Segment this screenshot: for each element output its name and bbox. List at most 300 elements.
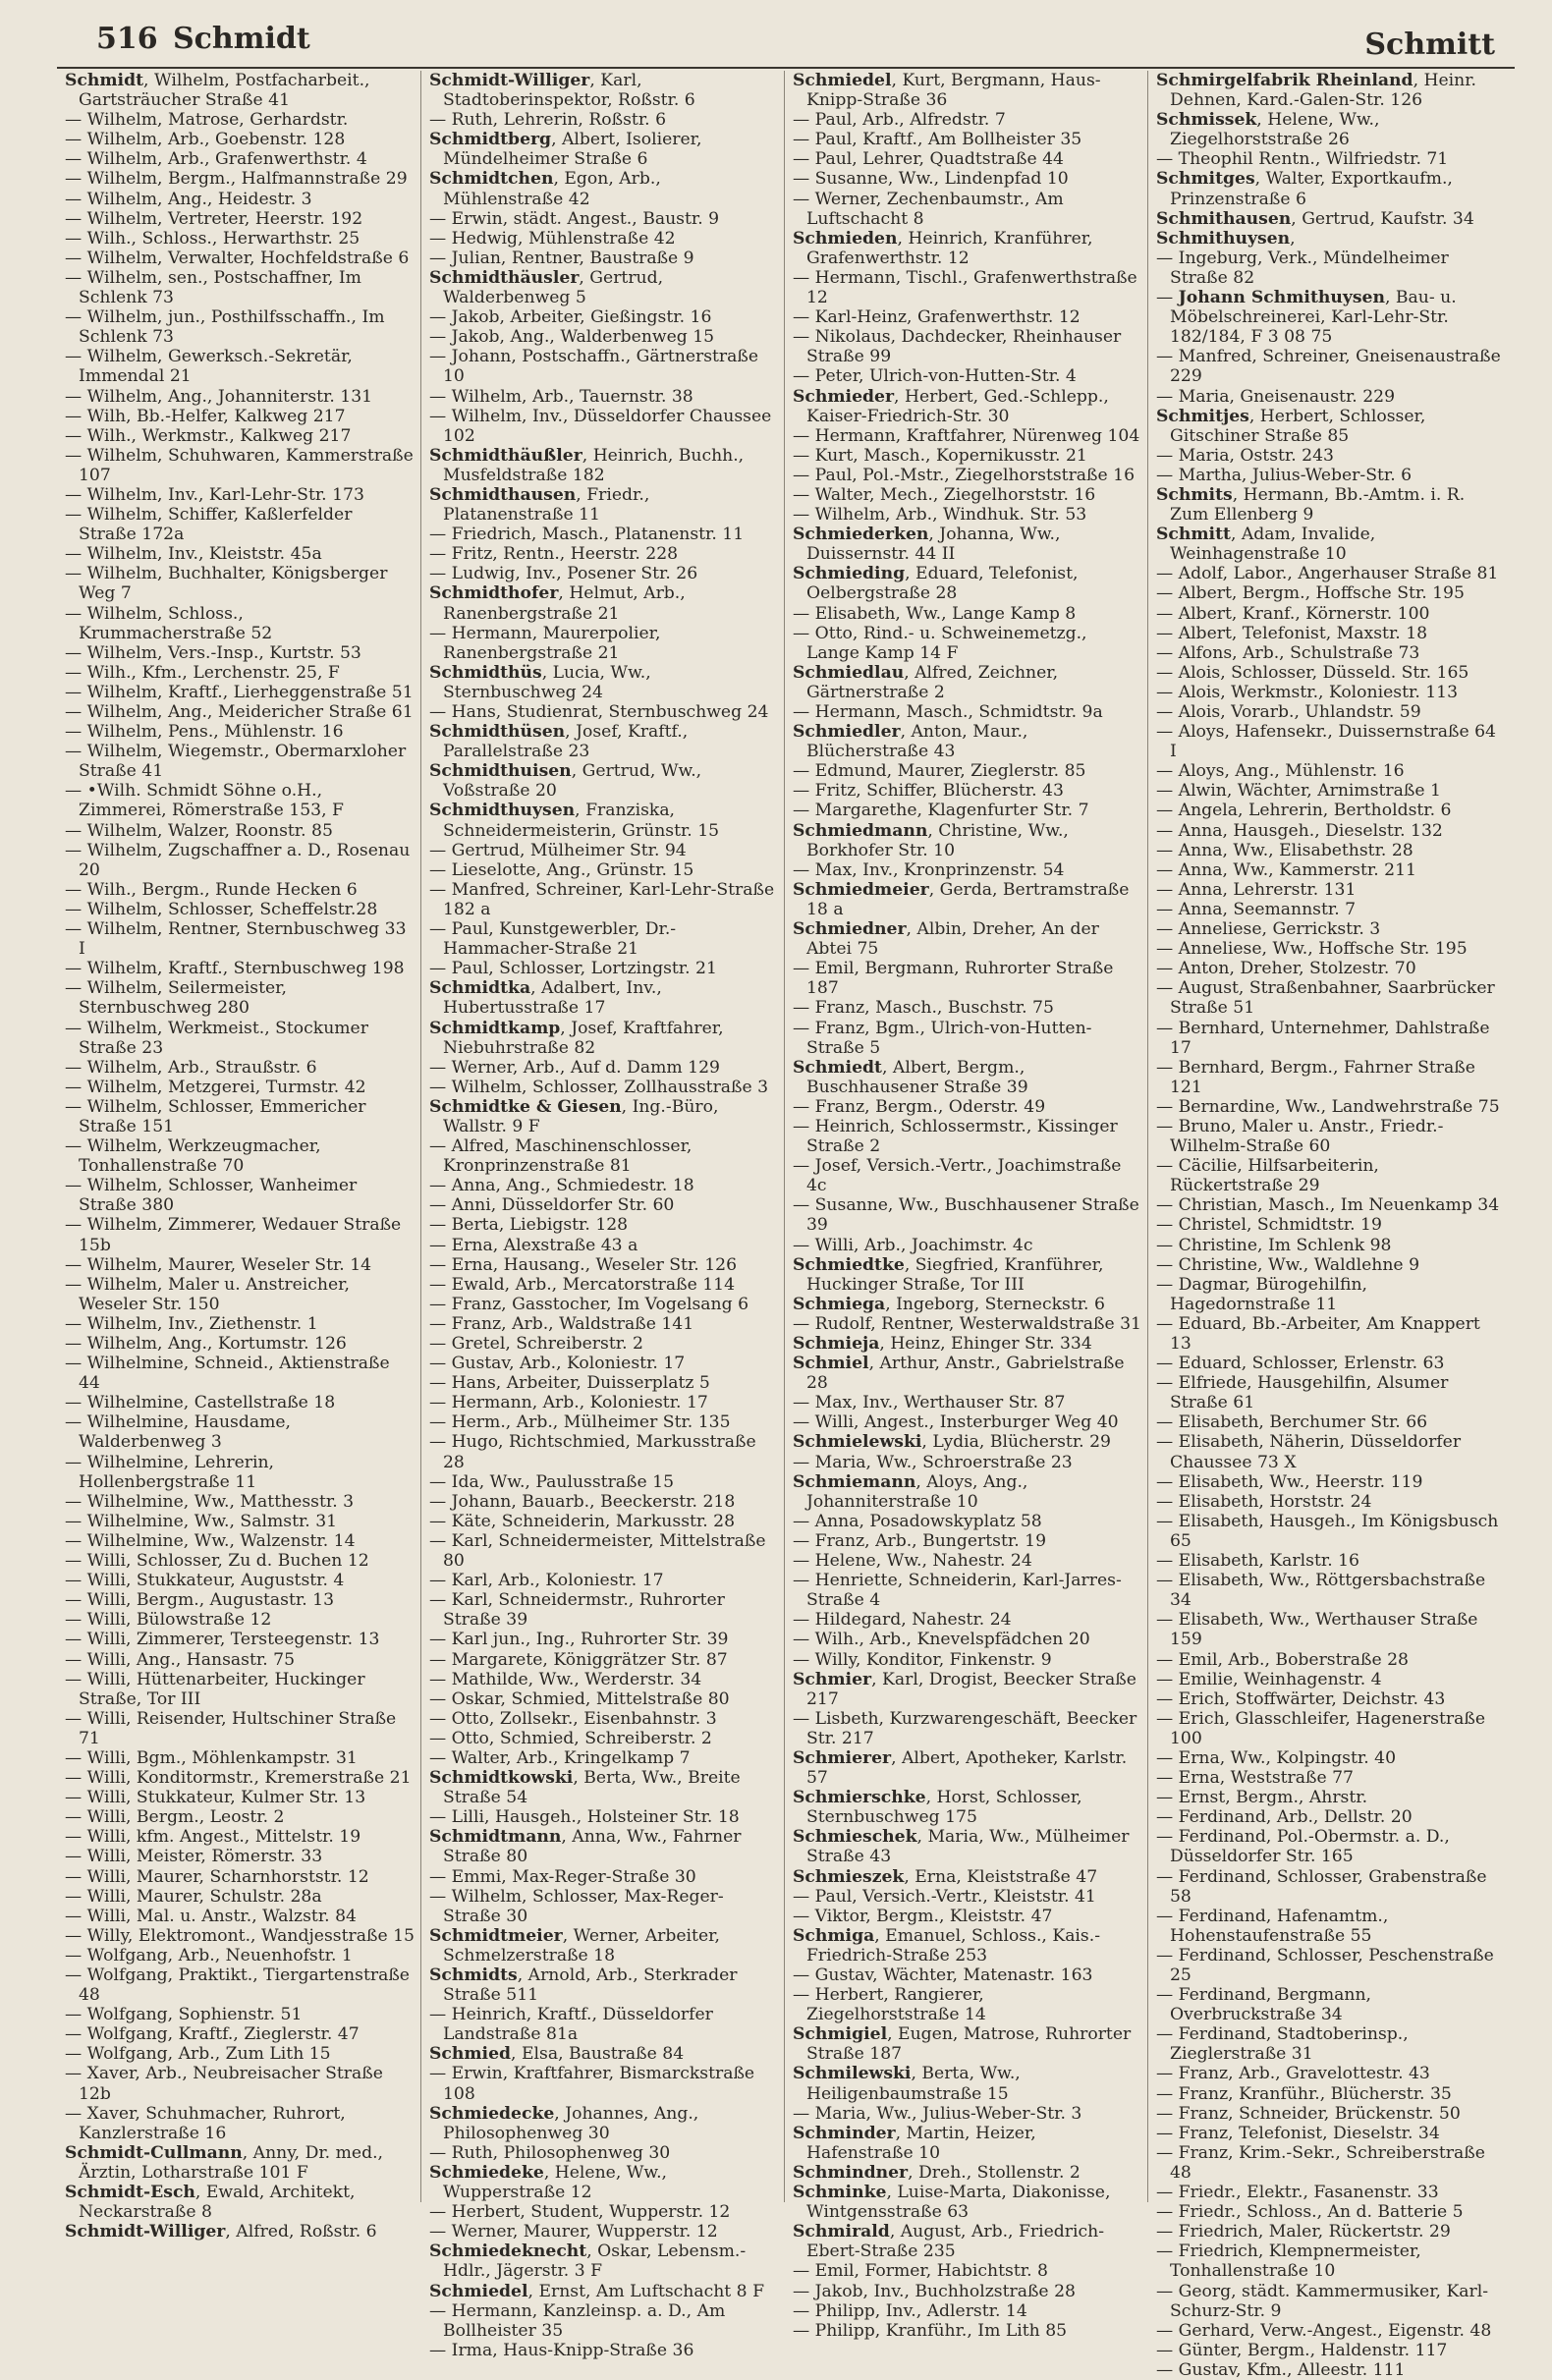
column-1	[57, 71, 420, 2242]
directory-entry: — Willi, Bergm., Leostr. 2	[65, 1807, 285, 1828]
directory-entry: — Wilhelm, Matrose, Gerhardstr.	[65, 110, 349, 131]
directory-entry: — Lieselotte, Ang., Grünstr. 15	[429, 859, 694, 880]
directory-entry: — Paul, Lehrer, Quadtstraße 44	[793, 149, 1064, 170]
directory-entry: Schmilewski, Berta, Ww., Heiligenbaumstraße 15	[793, 2064, 1026, 2104]
directory-entry: Schmits, Hermann, Bb.-Amtm. i. R. Zum Ellenberg 9	[1156, 484, 1470, 526]
directory-entry: — Wolfgang, Sophienstr. 51	[65, 2005, 303, 2025]
directory-entry: Schmiedt, Albert, Bergm., Buschhausener Straße 39	[793, 1057, 1030, 1097]
directory-entry: Schmidts, Arnold, Arb., Sterkrader Straße 511	[429, 1965, 743, 2006]
directory-entry: — Heinrich, Schlossermstr., Kissinger Straße 2	[793, 1116, 1124, 1157]
directory-entry: — Wilhelm, Walzer, Roonstr. 85	[65, 820, 333, 841]
directory-entry: — Wilhelm, jun., Posthilfsschaffn., Im Schlenk 73	[65, 307, 391, 348]
directory-entry: Schmieja, Heinz, Ehinger Str. 334	[793, 1334, 1092, 1354]
directory-entry: Schmidt-Williger, Karl, Stadtoberinspektor, Roßstr. 6	[429, 71, 695, 111]
directory-entry: — Wolfgang, Kraftf., Zieglerstr. 47	[65, 2024, 360, 2045]
directory-entry: Schmiedel, Kurt, Bergmann, Haus-Knipp-Straße 36	[793, 71, 1101, 111]
directory-entry: — Manfred, Schreiner, Gneisenaustraße 229	[1156, 347, 1507, 387]
directory-entry: Schmithausen, Gertrud, Kaufstr. 34	[1156, 208, 1474, 229]
directory-entry: — Wilhelmine, Ww., Salmstr. 31	[65, 1511, 338, 1531]
directory-entry: — Wilhelm, Schlosser, Wanheimer Straße 380	[65, 1176, 362, 1216]
page-number: 516	[96, 22, 158, 56]
directory-entry: Schmiedner, Albin, Dreher, An der Abtei 75	[793, 919, 1105, 960]
directory-entry: Schmiedtke, Siegfried, Kranführer, Huckinger Straße, Tor III	[793, 1254, 1109, 1295]
directory-entry: — Friedrich, Klempnermeister, Tonhallenstraße 10	[1156, 2242, 1427, 2282]
directory-entry: Schmirald, August, Arb., Friedrich-Ebert-Straße 235	[793, 2222, 1105, 2262]
directory-entry: — Christel, Schmidtstr. 19	[1156, 1215, 1382, 1236]
directory-entry: — Jakob, Ang., Walderbenweg 15	[429, 327, 715, 348]
directory-entry: Schmidthofer, Helmut, Arb., Ranenbergstraße 21	[429, 583, 692, 624]
directory-entry: — Günter, Bergm., Haldenstr. 117	[1156, 2340, 1448, 2360]
directory-entry: — Willi, Meister, Römerstr. 33	[65, 1847, 323, 1867]
directory-entry: Schmiedel, Ernst, Am Luftschacht 8 F	[429, 2281, 765, 2301]
directory-entry: — Wilhelm, Arb., Straußstr. 6	[65, 1057, 317, 1078]
directory-entry: — Herm., Arb., Mülheimer Str. 135	[429, 1412, 731, 1433]
directory-entry: — Wilhelm, Ang., Kortumstr. 126	[65, 1334, 347, 1354]
directory-entry: — Heinrich, Kraftf., Düsseldorfer Landstraße 81a	[429, 2005, 719, 2045]
directory-entry: — Alois, Schlosser, Düsseld. Str. 165	[1156, 662, 1469, 683]
directory-entry: — Hans, Arbeiter, Duisserplatz 5	[429, 1373, 710, 1394]
directory-entry: — Manfred, Schreiner, Karl-Lehr-Straße 182 a	[429, 879, 780, 919]
directory-entry: — Alwin, Wächter, Arnimstraße 1	[1156, 781, 1441, 802]
directory-entry: — Willi, Stukkateur, Auguststr. 4	[65, 1571, 345, 1591]
directory-entry: — Franz, Bgm., Ulrich-von-Hutten-Straße 5	[793, 1018, 1092, 1058]
directory-entry: — Margarethe, Klagenfurter Str. 7	[793, 801, 1089, 821]
directory-entry: — Ferdinand, Schlosser, Grabenstraße 58	[1156, 1866, 1492, 1907]
directory-entry: — Franz, Bergm., Oderstr. 49	[793, 1096, 1046, 1117]
directory-entry: Schmidtkamp, Josef, Kraftfahrer, Niebuhrstraße 82	[429, 1018, 730, 1058]
directory-entry: — Elisabeth, Ww., Heerstr. 119	[1156, 1471, 1423, 1492]
directory-entry: — Wilh., Bergm., Runde Hecken 6	[65, 879, 358, 900]
directory-entry: — Willi, Maurer, Scharnhorststr. 12	[65, 1866, 369, 1887]
directory-entry: — Helene, Ww., Nahestr. 24	[793, 1551, 1032, 1572]
directory-entry: — Ewald, Arb., Mercatorstraße 114	[429, 1274, 736, 1295]
directory-entry: — Wilh., Arb., Knevelspfädchen 20	[793, 1630, 1090, 1650]
directory-entry: — Wilhelmine, Castellstraße 18	[65, 1393, 336, 1413]
directory-entry: Schmiega, Ingeborg, Sterneckstr. 6	[793, 1294, 1105, 1314]
directory-entry: — Xaver, Schuhmacher, Ruhrort, Kanzlerstraße 16	[65, 2103, 352, 2143]
directory-entry: — Paul, Versich.-Vertr., Kleiststr. 41	[793, 1886, 1096, 1907]
directory-entry: — Willi, Hüttenarbeiter, Huckinger Straße, Tor III	[65, 1669, 371, 1709]
directory-entry: — Emil, Arb., Boberstraße 28	[1156, 1649, 1409, 1670]
directory-entry: Schmidt-Esch, Ewald, Architekt, Neckarstraße 8	[65, 2183, 360, 2223]
directory-entry: — Erwin, Kraftfahrer, Bismarckstraße 108	[429, 2064, 760, 2104]
directory-entry: — Franz, Schneider, Brückenstr. 50	[1156, 2103, 1461, 2124]
directory-entry: — Paul, Arb., Alfredstr. 7	[793, 110, 1006, 131]
directory-entry: Schmiedlau, Alfred, Zeichner, Gärtnerstraße 2	[793, 662, 1064, 702]
directory-entry: — Hermann, Maurerpolier, Ranenbergstraße 21	[429, 623, 666, 663]
directory-entry: — Erwin, städt. Angest., Baustr. 9	[429, 208, 720, 229]
directory-entry: Schmidthüsen, Josef, Kraftf., Parallelstraße 23	[429, 722, 693, 762]
directory-entry: — Wolfgang, Arb., Neuenhofstr. 1	[65, 1945, 353, 1965]
directory-entry: — Maria, Gneisenaustr. 229	[1156, 386, 1396, 407]
directory-entry: — Ruth, Philosophenweg 30	[429, 2142, 671, 2163]
directory-entry: — Willi, Bergm., Augustastr. 13	[65, 1590, 335, 1611]
directory-entry: Schmiedecke, Johannes, Ang., Philosophenweg 30	[429, 2103, 704, 2143]
directory-entry: — Franz, Arb., Bungertstr. 19	[793, 1530, 1047, 1551]
column-3	[784, 71, 1147, 2341]
directory-entry: — Wilhelmine, Lehrerin, Hollenbergstraße 11	[65, 1452, 280, 1492]
directory-entry: — Karl, Arb., Koloniestr. 17	[429, 1571, 664, 1591]
directory-entry: — Erna, Alexstraße 43 a	[429, 1235, 638, 1255]
directory-entry: — Karl jun., Ing., Ruhrorter Str. 39	[429, 1630, 729, 1650]
directory-entry: — Theophil Rentn., Wilfriedstr. 71	[1156, 149, 1449, 170]
directory-entry: Schmidt-Cullmann, Anny, Dr. med., Ärztin, Lotharstraße 101 F	[65, 2142, 389, 2183]
directory-entry: Schmithuysen,	[1156, 228, 1296, 249]
directory-entry: — Hugo, Richtschmied, Markusstraße 28	[429, 1432, 762, 1472]
directory-entry: — Friedr., Schloss., An d. Batterie 5	[1156, 2202, 1464, 2223]
directory-entry: — Hedwig, Mühlenstraße 42	[429, 228, 676, 249]
directory-entry: — Emilie, Weinhagenstr. 4	[1156, 1669, 1382, 1689]
directory-entry: — Wilhelm, Ang., Johanniterstr. 131	[65, 386, 373, 407]
directory-entry: Schmieder, Herbert, Ged.-Schlepp., Kaiser-Friedrich-Str. 30	[793, 386, 1115, 426]
directory-entry: — Nikolaus, Dachdecker, Rheinhauser Straße 99	[793, 327, 1127, 367]
directory-entry: — Maria, Ww., Julius-Weber-Str. 3	[793, 2103, 1082, 2124]
directory-entry: — Wilhelm, Inv., Kleiststr. 45a	[65, 544, 322, 565]
directory-entry: — Anna, Seemannstr. 7	[1156, 899, 1357, 919]
directory-entry: — Willi, Bgm., Möhlenkampstr. 31	[65, 1747, 358, 1768]
directory-entry: — Jakob, Arbeiter, Gießingstr. 16	[429, 307, 712, 328]
directory-entry: — Emil, Former, Habichtstr. 8	[793, 2261, 1048, 2282]
directory-entry: — Alois, Werkmstr., Koloniestr. 113	[1156, 682, 1459, 702]
directory-entry: — Otto, Rind.- u. Schweinemetzg., Lange Kamp 14 F	[793, 623, 1092, 663]
directory-entry: — Christine, Im Schlenk 98	[1156, 1235, 1392, 1255]
directory-entry: — Franz, Masch., Buschstr. 75	[793, 998, 1054, 1019]
directory-entry: Schmierschke, Horst, Schlosser, Sternbuschweg 175	[793, 1788, 1088, 1828]
directory-entry: — Willi, Reisender, Hultschiner Straße 71	[65, 1708, 402, 1748]
directory-entry: — Hermann, Masch., Schmidtstr. 9a	[793, 702, 1103, 722]
directory-entry: — Kurt, Masch., Kopernikusstr. 21	[793, 445, 1087, 466]
directory-entry: — Walter, Mech., Ziegelhorststr. 16	[793, 484, 1096, 505]
directory-entry: — Käte, Schneiderin, Markusstr. 28	[429, 1511, 736, 1531]
directory-entry: — Willy, Elektromont., Wandjesstraße 15	[65, 1925, 415, 1946]
directory-entry: — Anneliese, Gerrickstr. 3	[1156, 919, 1381, 940]
directory-entry: — Wilhelm, Zimmerer, Wedauer Straße 15b	[65, 1215, 407, 1255]
directory-entry: — Johann, Postschaffn., Gärtnerstraße 10	[429, 347, 764, 387]
directory-entry: — Otto, Zollsekr., Eisenbahnstr. 3	[429, 1708, 717, 1729]
directory-entry: — Wilhelmine, Schneid., Aktienstraße 44	[65, 1354, 396, 1394]
directory-entry: — Werner, Arb., Auf d. Damm 129	[429, 1057, 720, 1078]
directory-entry: — Hermann, Tischl., Grafenwerthstraße 12	[793, 267, 1143, 308]
directory-entry: Schmiedmeier, Gerda, Bertramstraße 18 a	[793, 879, 1135, 919]
directory-entry: Schmielewski, Lydia, Blücherstr. 29	[793, 1432, 1111, 1453]
directory-entry: — Wilhelm, Kraftf., Lierheggenstraße 51	[65, 682, 414, 702]
directory-entry: — Adolf, Labor., Angerhauser Straße 81	[1156, 564, 1499, 584]
directory-entry: — Anna, Hausgeh., Dieselstr. 132	[1156, 820, 1443, 841]
directory-entry: — Wolfgang, Arb., Zum Lith 15	[65, 2044, 331, 2065]
directory-entry: — Wilhelm, Wiegemstr., Obermarxloher Straße 41	[65, 742, 412, 782]
directory-entry: — Friedrich, Masch., Platanenstr. 11	[429, 525, 745, 545]
directory-entry: — Wilhelm, sen., Postschaffner, Im Schlenk 73	[65, 267, 367, 308]
directory-entry: — Wilhelm, Arb., Windhuk. Str. 53	[793, 505, 1087, 526]
directory-entry: — Maria, Oststr. 243	[1156, 445, 1334, 466]
directory-entry: — Franz, Krim.-Sekr., Schreiberstraße 48	[1156, 2142, 1491, 2183]
directory-entry: Schmidthäusler, Gertrud, Walderbenweg 5	[429, 267, 669, 308]
directory-entry: — Cäcilie, Hilfsarbeiterin, Rückertstraße 29	[1156, 1156, 1385, 1196]
directory-entry: Schminke, Luise-Marta, Diakonisse, Wintgensstraße 63	[793, 2183, 1116, 2223]
directory-entry: Schmiel, Arthur, Anstr., Gabrielstraße 28	[793, 1354, 1131, 1394]
directory-entry: — Willi, Schlosser, Zu d. Buchen 12	[65, 1551, 369, 1572]
directory-entry: — Wilhelm, Maurer, Weseler Str. 14	[65, 1254, 372, 1275]
directory-entry: Schmidthüs, Lucia, Ww., Sternbuschweg 24	[429, 662, 657, 702]
directory-entry: — Elisabeth, Berchumer Str. 66	[1156, 1412, 1428, 1433]
directory-entry: — Wilhelm, Schlosser, Max-Reger-Straße 30	[429, 1886, 724, 1926]
directory-entry: — Alfred, Maschinenschlosser, Kronprinzenstraße 81	[429, 1136, 697, 1177]
directory-entry: Schmidthäußler, Heinrich, Buchh., Musfeldstraße 182	[429, 445, 749, 485]
directory-entry: — Ferdinand, Arb., Dellstr. 20	[1156, 1807, 1413, 1828]
directory-entry: — Xaver, Arb., Neubreisacher Straße 12b	[65, 2064, 389, 2104]
directory-entry: — Alois, Vorarb., Uhlandstr. 59	[1156, 702, 1421, 722]
directory-entry: — Wilhelm, Inv., Ziethenstr. 1	[65, 1313, 318, 1334]
directory-entry: — Erna, Weststraße 77	[1156, 1768, 1354, 1789]
directory-entry: Schmieszek, Erna, Kleiststraße 47	[793, 1866, 1098, 1887]
directory-entry: — Ingeburg, Verk., Mündelheimer Straße 82	[1156, 248, 1455, 288]
directory-entry: — Anton, Dreher, Stolzestr. 70	[1156, 959, 1416, 979]
directory-entry: — Friedr., Elektr., Fasanenstr. 33	[1156, 2183, 1439, 2203]
directory-entry: — Franz, Telefonist, Dieselstr. 34	[1156, 2123, 1440, 2143]
directory-entry: — Oskar, Schmied, Mittelstraße 80	[429, 1688, 730, 1709]
directory-entry: — Willi, Arb., Joachimstr. 4c	[793, 1235, 1033, 1255]
directory-entry: — Wilh., Werkmstr., Kalkweg 217	[65, 425, 352, 446]
directory-entry: — Anni, Düsseldorfer Str. 60	[429, 1195, 675, 1216]
directory-entry: — Bernhard, Bergm., Fahrner Straße 121	[1156, 1057, 1481, 1097]
directory-entry: Schmissek, Helene, Ww., Ziegelhorststraße 26	[1156, 110, 1385, 150]
directory-entry: — Wilhelm, Vers.-Insp., Kurtstr. 53	[65, 642, 361, 663]
directory-entry: — Franz, Kranführ., Blücherstr. 35	[1156, 2083, 1452, 2104]
directory-entry: — Elisabeth, Horststr. 24	[1156, 1491, 1372, 1512]
directory-entry: — Wilhelm, Zugschaffner a. D., Rosenau 20	[65, 840, 416, 880]
directory-entry: — Elisabeth, Hausgeh., Im Königsbusch 65	[1156, 1511, 1504, 1551]
directory-entry: Schmirgelfabrik Rheinland, Heinr. Dehnen, Kard.-Galen-Str. 126	[1156, 71, 1482, 111]
directory-entry: — Wilhelm, Pens., Mühlenstr. 16	[65, 722, 344, 743]
directory-entry: — Franz, Gasstocher, Im Vogelsang 6	[429, 1294, 749, 1314]
directory-entry: — Ida, Ww., Paulusstraße 15	[429, 1471, 675, 1492]
directory-entry: — Bernardine, Ww., Landwehrstraße 75	[1156, 1096, 1500, 1117]
directory-entry: Schmidt, Wilhelm, Postfacharbeit., Gartsträucher Straße 41	[65, 71, 375, 111]
directory-entry: — Wilhelm, Arb., Grafenwerthstr. 4	[65, 149, 367, 170]
directory-entry: — Elisabeth, Ww., Lange Kamp 8	[793, 603, 1077, 624]
directory-entry: — Wilh., Kfm., Lerchenstr. 25, F	[65, 662, 340, 683]
directory-entry: — Gertrud, Mülheimer Str. 94	[429, 840, 687, 860]
directory-entry: — Wilhelmine, Ww., Walzenstr. 14	[65, 1530, 356, 1551]
directory-entry: — Paul, Kunstgewerbler, Dr.-Hammacher-Straße 21	[429, 919, 677, 960]
directory-entry: — Willi, Mal. u. Anstr., Walzstr. 84	[65, 1906, 357, 1926]
directory-entry: Schmitt, Adam, Invalide, Weinhagenstraße 10	[1156, 525, 1381, 565]
directory-entry: — Philipp, Inv., Adlerstr. 14	[793, 2300, 1027, 2321]
directory-entry: — Franz, Arb., Waldstraße 141	[429, 1313, 694, 1334]
directory-entry: — Erich, Stoffwärter, Deichstr. 43	[1156, 1688, 1446, 1709]
directory-entry: — Ernst, Bergm., Ahrstr.	[1156, 1788, 1368, 1808]
directory-entry: — Lilli, Hausgeh., Holsteiner Str. 18	[429, 1807, 740, 1828]
directory-entry: Schmiedeknecht, Oskar, Lebensm.-Hdlr., Jägerstr. 3 F	[429, 2242, 747, 2282]
directory-entry: — Willi, Bülowstraße 12	[65, 1610, 272, 1631]
directory-entry: — Wilhelm, Schlosser, Zollhausstraße 3	[429, 1077, 769, 1097]
directory-entry: — Josef, Versich.-Vertr., Joachimstraße 4c	[793, 1156, 1127, 1196]
directory-entry: — Elisabeth, Karlstr. 16	[1156, 1551, 1359, 1572]
directory-entry: — Hans, Studienrat, Sternbuschweg 24	[429, 702, 769, 722]
left-guide-word: Schmidt	[173, 22, 310, 56]
directory-entry: — Ruth, Lehrerin, Roßstr. 6	[429, 110, 667, 131]
directory-entry: Schmidt-Williger, Alfred, Roßstr. 6	[65, 2222, 377, 2242]
directory-entry: — Franz, Arb., Gravelottestr. 43	[1156, 2064, 1430, 2084]
directory-entry: — Irma, Haus-Knipp-Straße 36	[429, 2340, 694, 2360]
directory-entry: — Wilhelm, Ang., Heidestr. 3	[65, 189, 312, 209]
directory-entry: — Wilhelm, Kraftf., Sternbuschweg 198	[65, 959, 405, 979]
directory-entry: — Wilhelm, Bergm., Halfmannstraße 29	[65, 169, 408, 190]
directory-entry: — Willy, Konditor, Finkenstr. 9	[793, 1649, 1052, 1670]
directory-entry: — Karl, Schneidermeister, Mittelstraße 80	[429, 1530, 771, 1572]
directory-entry: Schmitjes, Herbert, Schlosser, Gitschiner Straße 85	[1156, 406, 1431, 446]
directory-entry: — Max, Inv., Werthauser Str. 87	[793, 1393, 1066, 1413]
directory-entry: — Anna, Posadowskyplatz 58	[793, 1511, 1042, 1531]
directory-entry: — Wilhelm, Ang., Meidericher Straße 61	[65, 702, 414, 722]
directory-entry: — Albert, Kranf., Körnerstr. 100	[1156, 603, 1430, 624]
directory-entry: — Christine, Ww., Waldlehne 9	[1156, 1254, 1419, 1275]
directory-entry: Schmieden, Heinrich, Kranführer, Grafenwerthstr. 12	[793, 228, 1098, 268]
directory-entry: — Willi, Zimmerer, Tersteegenstr. 13	[65, 1630, 380, 1650]
directory-entry: — Rudolf, Rentner, Westerwaldstraße 31	[793, 1313, 1141, 1334]
directory-entry: Schmiedler, Anton, Maur., Blücherstraße 43	[793, 722, 1033, 762]
directory-entry: — Maria, Ww., Schroerstraße 23	[793, 1452, 1073, 1472]
directory-entry: Schmidtmeier, Werner, Arbeiter, Schmelzerstraße 18	[429, 1925, 726, 1965]
directory-entry: — Wilhelmine, Ww., Matthesstr. 3	[65, 1491, 355, 1512]
directory-entry: Schmidtke & Giesen, Ing.-Büro, Wallstr. 9 F	[429, 1096, 724, 1136]
directory-entry: — Ferdinand, Pol.-Obermstr. a. D., Düsseldorfer Str. 165	[1156, 1827, 1456, 1867]
directory-entry: — August, Straßenbahner, Saarbrücker Straße 51	[1156, 978, 1501, 1019]
directory-entry: — Wilhelm, Schlosser, Emmericher Straße 151	[65, 1096, 371, 1136]
directory-entry: Schmigiel, Eugen, Matrose, Ruhrorter Straße 187	[793, 2024, 1136, 2065]
page-header	[57, 14, 1515, 61]
directory-entry: — Peter, Ulrich-von-Hutten-Str. 4	[793, 366, 1077, 387]
directory-entry: — Hermann, Kraftfahrer, Nürenweg 104	[793, 425, 1140, 446]
directory-entry: — Paul, Pol.-Mstr., Ziegelhorststraße 16	[793, 465, 1136, 485]
directory-entry: — Wilhelm, Maler u. Anstreicher, Weseler Str. 150	[65, 1274, 356, 1314]
directory-entry: — Willi, kfm. Angest., Mittelstr. 19	[65, 1827, 361, 1848]
directory-entry: — Fritz, Schiffer, Blücherstr. 43	[793, 781, 1064, 802]
directory-entry: — Eduard, Schlosser, Erlenstr. 63	[1156, 1354, 1445, 1374]
directory-entry: Schmidtberg, Albert, Isolierer, Mündelheimer Straße 6	[429, 130, 707, 170]
directory-entry: — Willi, Angest., Insterburger Weg 40	[793, 1412, 1119, 1433]
directory-entry: — Albert, Bergm., Hoffsche Str. 195	[1156, 583, 1465, 604]
directory-entry: — Wilhelm, Inv., Düsseldorfer Chaussee 102	[429, 406, 777, 446]
directory-entry: Schmidthausen, Friedr., Platanenstraße 11	[429, 484, 655, 526]
directory-entry: — Edmund, Maurer, Zieglerstr. 85	[793, 761, 1086, 782]
directory-entry: — Karl-Heinz, Grafenwerthstr. 12	[793, 307, 1081, 328]
directory-entry: — Henriette, Schneiderin, Karl-Jarres-Straße 4	[793, 1571, 1122, 1611]
directory-entry: — Gustav, Arb., Koloniestr. 17	[429, 1354, 686, 1374]
directory-entry: Schmidtka, Adalbert, Inv., Hubertusstraße 17	[429, 978, 668, 1019]
directory-entry: — Christian, Masch., Im Neuenkamp 34	[1156, 1195, 1500, 1216]
directory-entry: — Emmi, Max-Reger-Straße 30	[429, 1866, 696, 1887]
directory-entry: — Erich, Glasschleifer, Hagenerstraße 100	[1156, 1708, 1491, 1748]
directory-entry: — Friedrich, Maler, Rückertstr. 29	[1156, 2222, 1451, 2242]
directory-entry: — Karl, Schneidermstr., Ruhrorter Straße 39	[429, 1590, 731, 1631]
directory-entry: — Martha, Julius-Weber-Str. 6	[1156, 465, 1413, 485]
directory-entry: — Wilhelm, Schuhwaren, Kammerstraße 107	[65, 445, 419, 485]
header-rule	[57, 67, 1515, 69]
directory-entry: — Wilhelm, Gewerksch.-Sekretär, Immendal 21	[65, 347, 359, 387]
directory-entry: — Ferdinand, Hafenamtm., Hohenstaufenstraße 55	[1156, 1906, 1394, 1946]
directory-entry: — Anneliese, Ww., Hoffsche Str. 195	[1156, 939, 1468, 960]
directory-entry: — Wilhelm, Schiffer, Kaßlerfelder Straße 172a	[65, 505, 358, 545]
directory-entry: — Erna, Hausang., Weseler Str. 126	[429, 1254, 738, 1275]
directory-entry: — Willi, Stukkateur, Kulmer Str. 13	[65, 1788, 366, 1808]
directory-entry: — Wilhelm, Verwalter, Hochfeldstraße 6	[65, 248, 410, 268]
directory-entry: — Gretel, Schreiberstr. 2	[429, 1334, 643, 1354]
directory-entry: — Fritz, Rentn., Heerstr. 228	[429, 544, 679, 565]
column-4	[1147, 71, 1511, 2380]
directory-entry: — Elisabeth, Ww., Werthauser Straße 159	[1156, 1610, 1483, 1650]
directory-entry: — Aloys, Ang., Mühlenstr. 16	[1156, 761, 1405, 782]
directory-entry: — Hildegard, Nahestr. 24	[793, 1610, 1012, 1631]
directory-entry: — Paul, Schlosser, Lortzingstr. 21	[429, 959, 717, 979]
directory-entry: — Wilhelm, Werkmeist., Stockumer Straße 23	[65, 1018, 374, 1058]
directory-entry: — Elisabeth, Ww., Röttgersbachstraße 34	[1156, 1571, 1491, 1611]
directory-entry: — Mathilde, Ww., Werderstr. 34	[429, 1669, 702, 1689]
directory-entry: — Herbert, Rangierer, Ziegelhorststraße 14	[793, 1985, 990, 2025]
directory-entry: — Max, Inv., Kronprinzenstr. 54	[793, 859, 1065, 880]
directory-entry: — Hermann, Kanzleinsp. a. D., Am Bollheister 35	[429, 2300, 731, 2341]
directory-entry: Schmindner, Dreh., Stollenstr. 2	[793, 2162, 1081, 2183]
directory-entry: Schmierer, Albert, Apotheker, Karlstr. 57	[793, 1747, 1133, 1789]
directory-entry: — Elisabeth, Näherin, Düsseldorfer Chaussee 73 X	[1156, 1432, 1467, 1472]
right-guide-word: Schmitt	[1364, 28, 1495, 62]
directory-entry: Schmier, Karl, Drogist, Beecker Straße 217	[793, 1669, 1142, 1709]
directory-entry: — Susanne, Ww., Lindenpfad 10	[793, 169, 1069, 190]
directory-entry: — Johann, Bauarb., Beeckerstr. 218	[429, 1491, 736, 1512]
directory-entry: — Viktor, Bergm., Kleiststr. 47	[793, 1906, 1053, 1926]
directory-entry: — Alfons, Arb., Schulstraße 73	[1156, 642, 1420, 663]
directory-entry: — Susanne, Ww., Buschhausener Straße 39	[793, 1195, 1145, 1236]
directory-entry: Schmidtmann, Anna, Ww., Fahrner Straße 80	[429, 1827, 747, 1867]
directory-entry: — Werner, Zechenbaumstr., Am Luftschacht 8	[793, 189, 1070, 229]
directory-entry: — Wilhelm, Schlosser, Scheffelstr.28	[65, 899, 378, 919]
column-2	[420, 71, 784, 2360]
directory-entry: — Wilhelm, Werkzeugmacher, Tonhallenstraße 70	[65, 1136, 327, 1177]
directory-entry: — Ludwig, Inv., Posener Str. 26	[429, 564, 698, 584]
directory-entry: — Anna, Ww., Elisabethstr. 28	[1156, 840, 1413, 860]
directory-entry: — Anna, Ang., Schmiedestr. 18	[429, 1176, 694, 1196]
directory-entry: — Gerhard, Verw.-Angest., Eigenstr. 48	[1156, 2320, 1492, 2341]
directory-entry: — Jakob, Inv., Buchholzstraße 28	[793, 2281, 1076, 2301]
directory-entry: — Wilhelm, Metzgerei, Turmstr. 42	[65, 1077, 366, 1097]
directory-entry: Schmidtkowski, Berta, Ww., Breite Straße 54	[429, 1768, 747, 1808]
directory-entry: — Margarete, Königgrätzer Str. 87	[429, 1649, 728, 1670]
directory-entry: — Hermann, Arb., Koloniestr. 17	[429, 1393, 708, 1413]
directory-entry: — Ferdinand, Bergmann, Overbruckstraße 34	[1156, 1985, 1377, 2025]
directory-entry: — Paul, Kraftf., Am Bollheister 35	[793, 130, 1082, 150]
directory-entry: — Bernhard, Unternehmer, Dahlstraße 17	[1156, 1018, 1495, 1058]
directory-entry: — Angela, Lehrerin, Bertholdstr. 6	[1156, 801, 1452, 821]
directory-entry: — Georg, städt. Kammermusiker, Karl-Schurz-Str. 9	[1156, 2281, 1489, 2321]
directory-entry: — Willi, Maurer, Schulstr. 28a	[65, 1886, 322, 1907]
directory-entry: — Wilhelm, Rentner, Sternbuschweg 33 I	[65, 919, 412, 960]
directory-entry: — Wilhelm, Inv., Karl-Lehr-Str. 173	[65, 484, 364, 505]
directory-entry: — Willi, Ang., Hansastr. 75	[65, 1649, 296, 1670]
directory-entry: — Wilhelm, Vertreter, Heerstr. 192	[65, 208, 363, 229]
directory-entry: Schmieschek, Maria, Ww., Mülheimer Straße 43	[793, 1827, 1135, 1867]
directory-entry: — Walter, Arb., Kringelkamp 7	[429, 1747, 691, 1768]
directory-entry: — Johann Schmithuysen, Bau- u. Möbelschreinerei, Karl-Lehr-Str. 182/184, F 3 08 75	[1156, 288, 1463, 348]
directory-entry: Schmiederken, Johanna, Ww., Duissernstr. 44 II	[793, 525, 1066, 565]
directory-entry: — Werner, Maurer, Wupperstr. 12	[429, 2222, 718, 2242]
directory-entry: — Eduard, Bb.-Arbeiter, Am Knappert 13	[1156, 1313, 1486, 1354]
directory-entry: — Lisbeth, Kurzwarengeschäft, Beecker Str. 217	[793, 1708, 1142, 1748]
directory-entry: — Otto, Schmied, Schreiberstr. 2	[429, 1728, 712, 1748]
directory-entry: — Ferdinand, Schlosser, Peschenstraße 25	[1156, 1945, 1500, 1985]
directory-entry: — Wilhelm, Arb., Goebenstr. 128	[65, 130, 346, 150]
directory-entry: — Anna, Lehrerstr. 131	[1156, 879, 1357, 900]
directory-entry: Schmidtchen, Egon, Arb., Mühlenstraße 42	[429, 169, 667, 209]
